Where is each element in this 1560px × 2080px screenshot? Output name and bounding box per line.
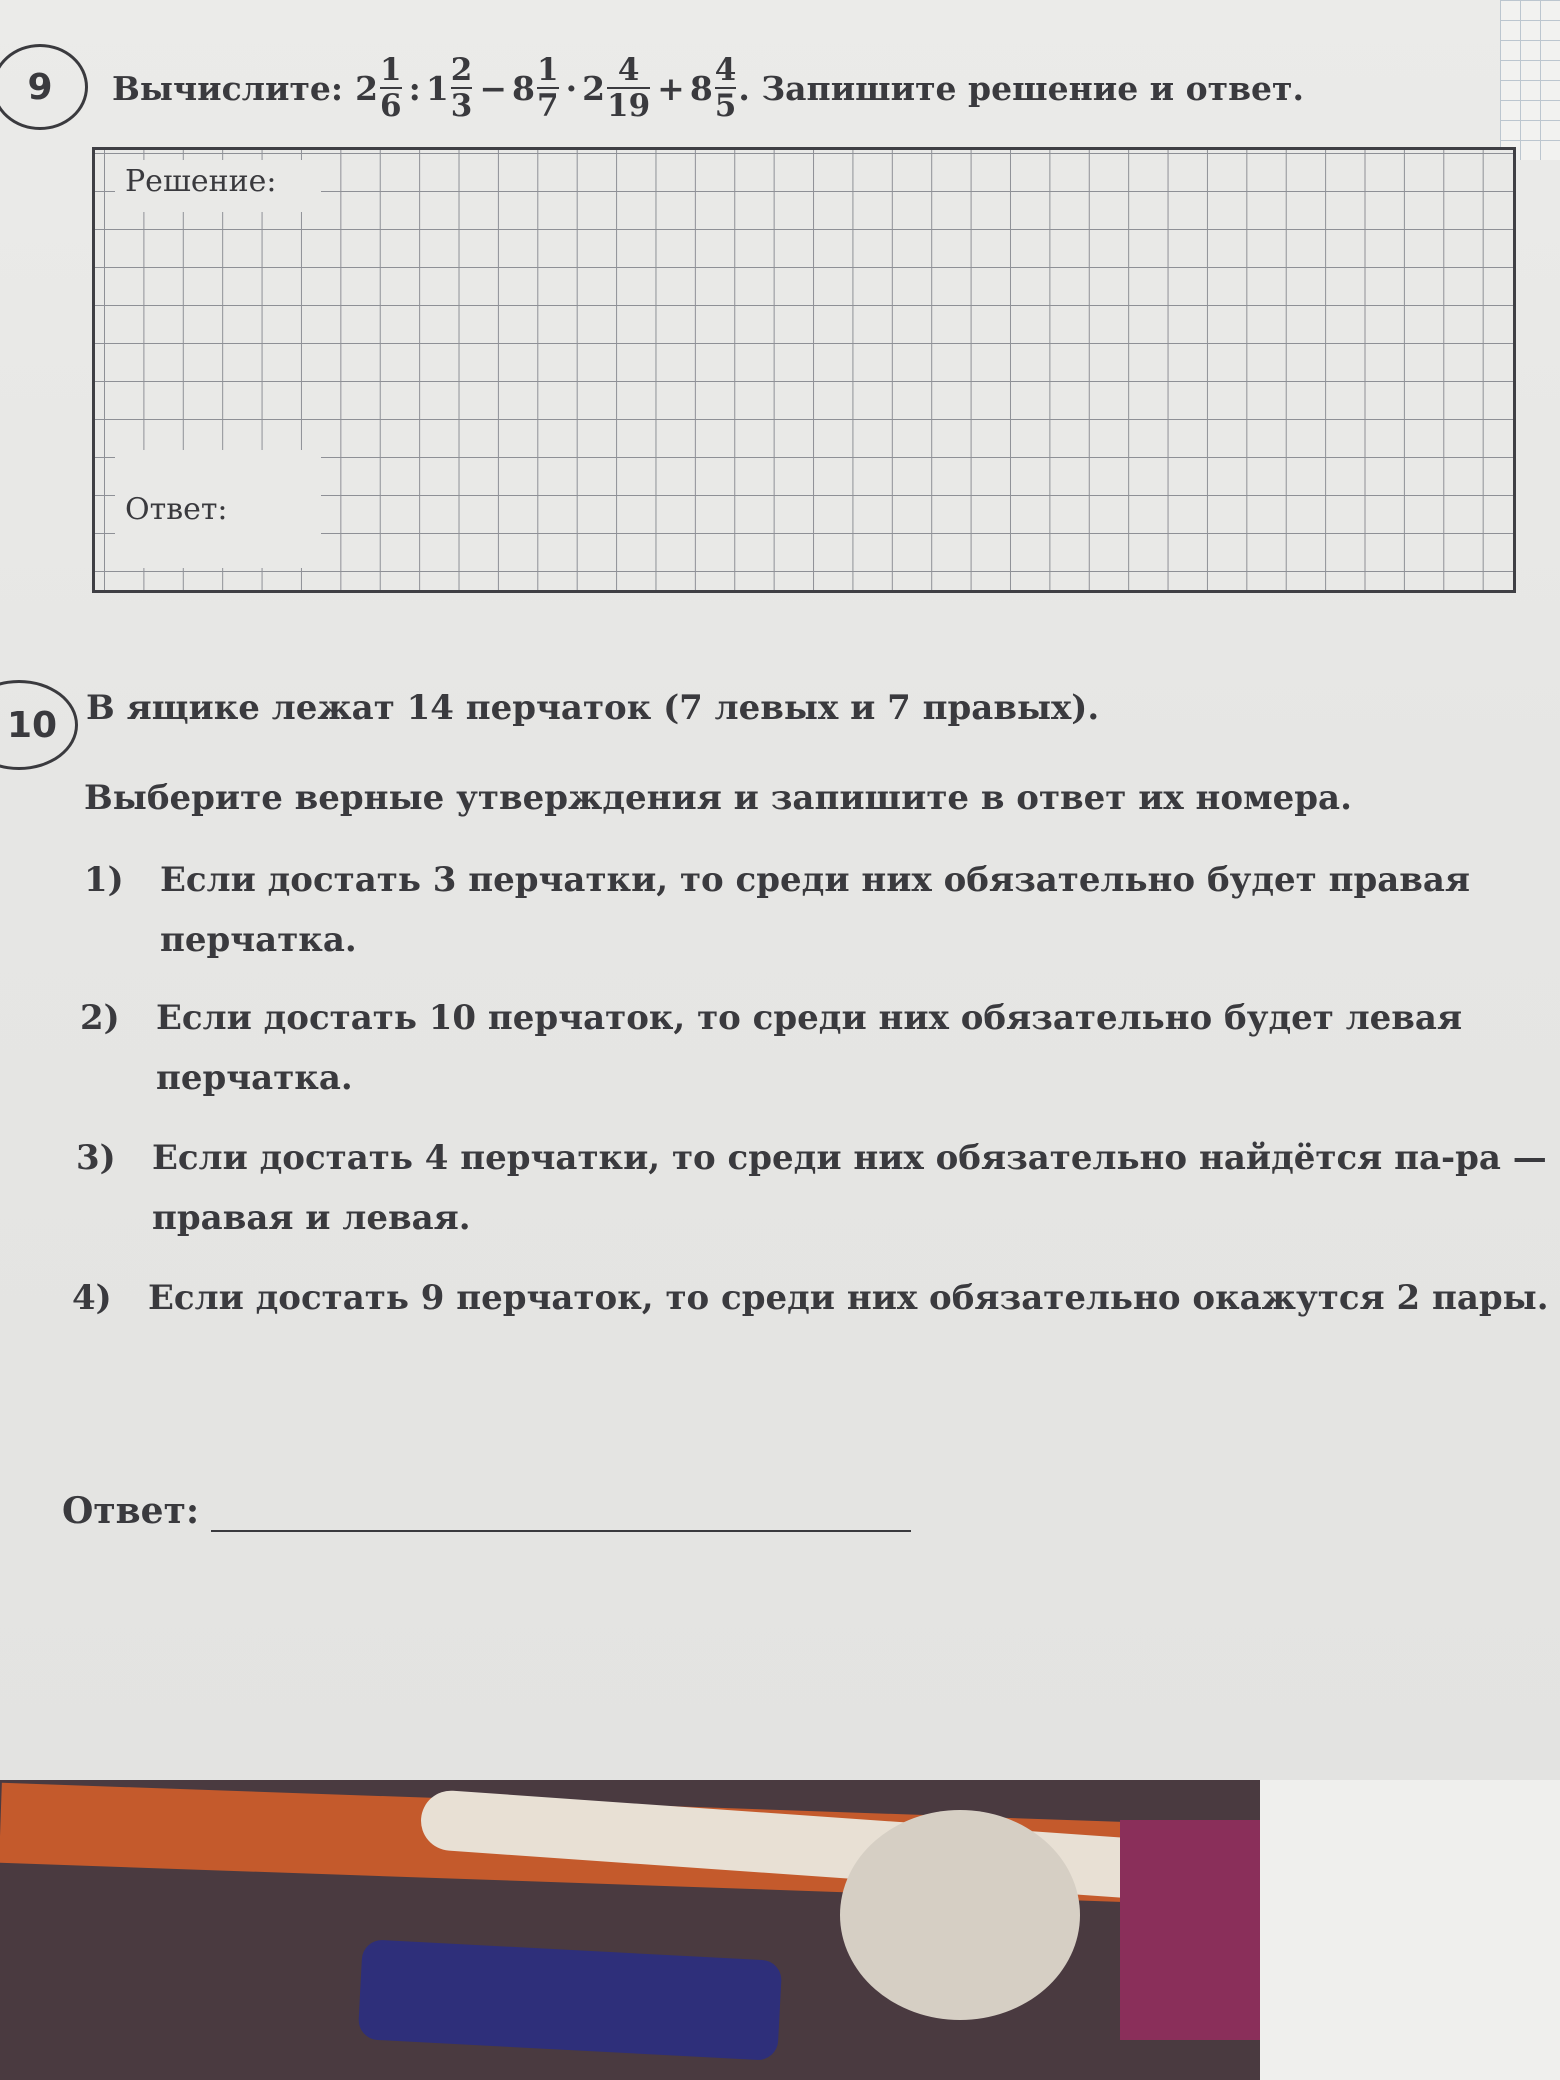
term4-numerator: 4 (617, 52, 640, 88)
task-9-number (0, 44, 88, 130)
option-1-text: Если достать 3 перчатки, то среди них обязательно будет правая перчатка. (160, 860, 1471, 960)
desk-background (0, 1780, 1560, 2080)
task-10-number-text: 10 (6, 704, 58, 746)
option-4-number: 4) (72, 1278, 112, 1318)
term1-numerator: 1 (380, 52, 402, 88)
task-10-instruction: Выберите верные утверждения и запишите в ответ их номера. (84, 778, 1352, 818)
term3-whole: 8 (512, 68, 535, 108)
answer-label-grid (115, 450, 321, 568)
option-2-number: 2) (80, 998, 120, 1038)
option-4-text: Если достать 9 перчаток, то среди них обязательно окажутся 2 пары. (148, 1278, 1549, 1318)
task-10-answer-label: Ответ: (62, 1490, 200, 1532)
grid-answer-label-text: Ответ: (125, 491, 228, 527)
answer-input-line[interactable] (211, 1498, 911, 1532)
task-9-number-text: 9 (27, 66, 53, 108)
task-10-answer (62, 1490, 911, 1532)
term2-whole: 1 (425, 68, 449, 108)
term3-numerator: 1 (536, 52, 559, 88)
term2-numerator: 2 (450, 52, 473, 88)
term2-fraction (451, 53, 473, 123)
term3-denominator: 7 (536, 88, 559, 124)
term4-denominator: 19 (607, 88, 651, 124)
term1-fraction (380, 53, 402, 123)
term4-fraction (607, 53, 650, 123)
term3-fraction (537, 53, 559, 123)
solution-grid[interactable] (92, 147, 1516, 593)
option-3-text: Если достать 4 перчатки, то среди них обязательно найдётся па-ра — правая и левая. (152, 1138, 1547, 1238)
task-9-prompt: Вычислите: (112, 68, 344, 108)
task-10-number (0, 680, 78, 770)
task-9-statement (112, 48, 1304, 128)
option-3-number: 3) (76, 1138, 116, 1178)
task-10-title: В ящике лежат 14 перчаток (7 левых и 7 правых). (86, 688, 1100, 728)
eraser-ball (840, 1810, 1080, 2020)
operator-divide: : (408, 68, 421, 108)
term1-whole: 2 (355, 68, 379, 108)
term5-denominator: 5 (714, 88, 737, 124)
operator-multiply: · (565, 68, 578, 108)
operator-minus: − (479, 68, 508, 108)
blue-marker-cap (358, 1939, 783, 2061)
underlying-notebook-grid (1500, 0, 1560, 160)
notebook-corner (1260, 1780, 1560, 2080)
option-2-text: Если достать 10 перчаток, то среди них обязательно будет левая перчатка. (156, 998, 1463, 1098)
term2-denominator: 3 (450, 88, 473, 124)
term4-whole: 2 (582, 68, 606, 108)
term1-denominator: 6 (380, 88, 402, 124)
option-1-number: 1) (84, 860, 124, 900)
term5-fraction (715, 53, 737, 123)
operator-plus: + (657, 68, 685, 108)
task-9-instruction: . Запишите решение и ответ. (738, 68, 1304, 108)
term5-numerator: 4 (714, 52, 737, 88)
solution-label: Решение: (115, 160, 321, 212)
term5-whole: 8 (689, 68, 713, 108)
